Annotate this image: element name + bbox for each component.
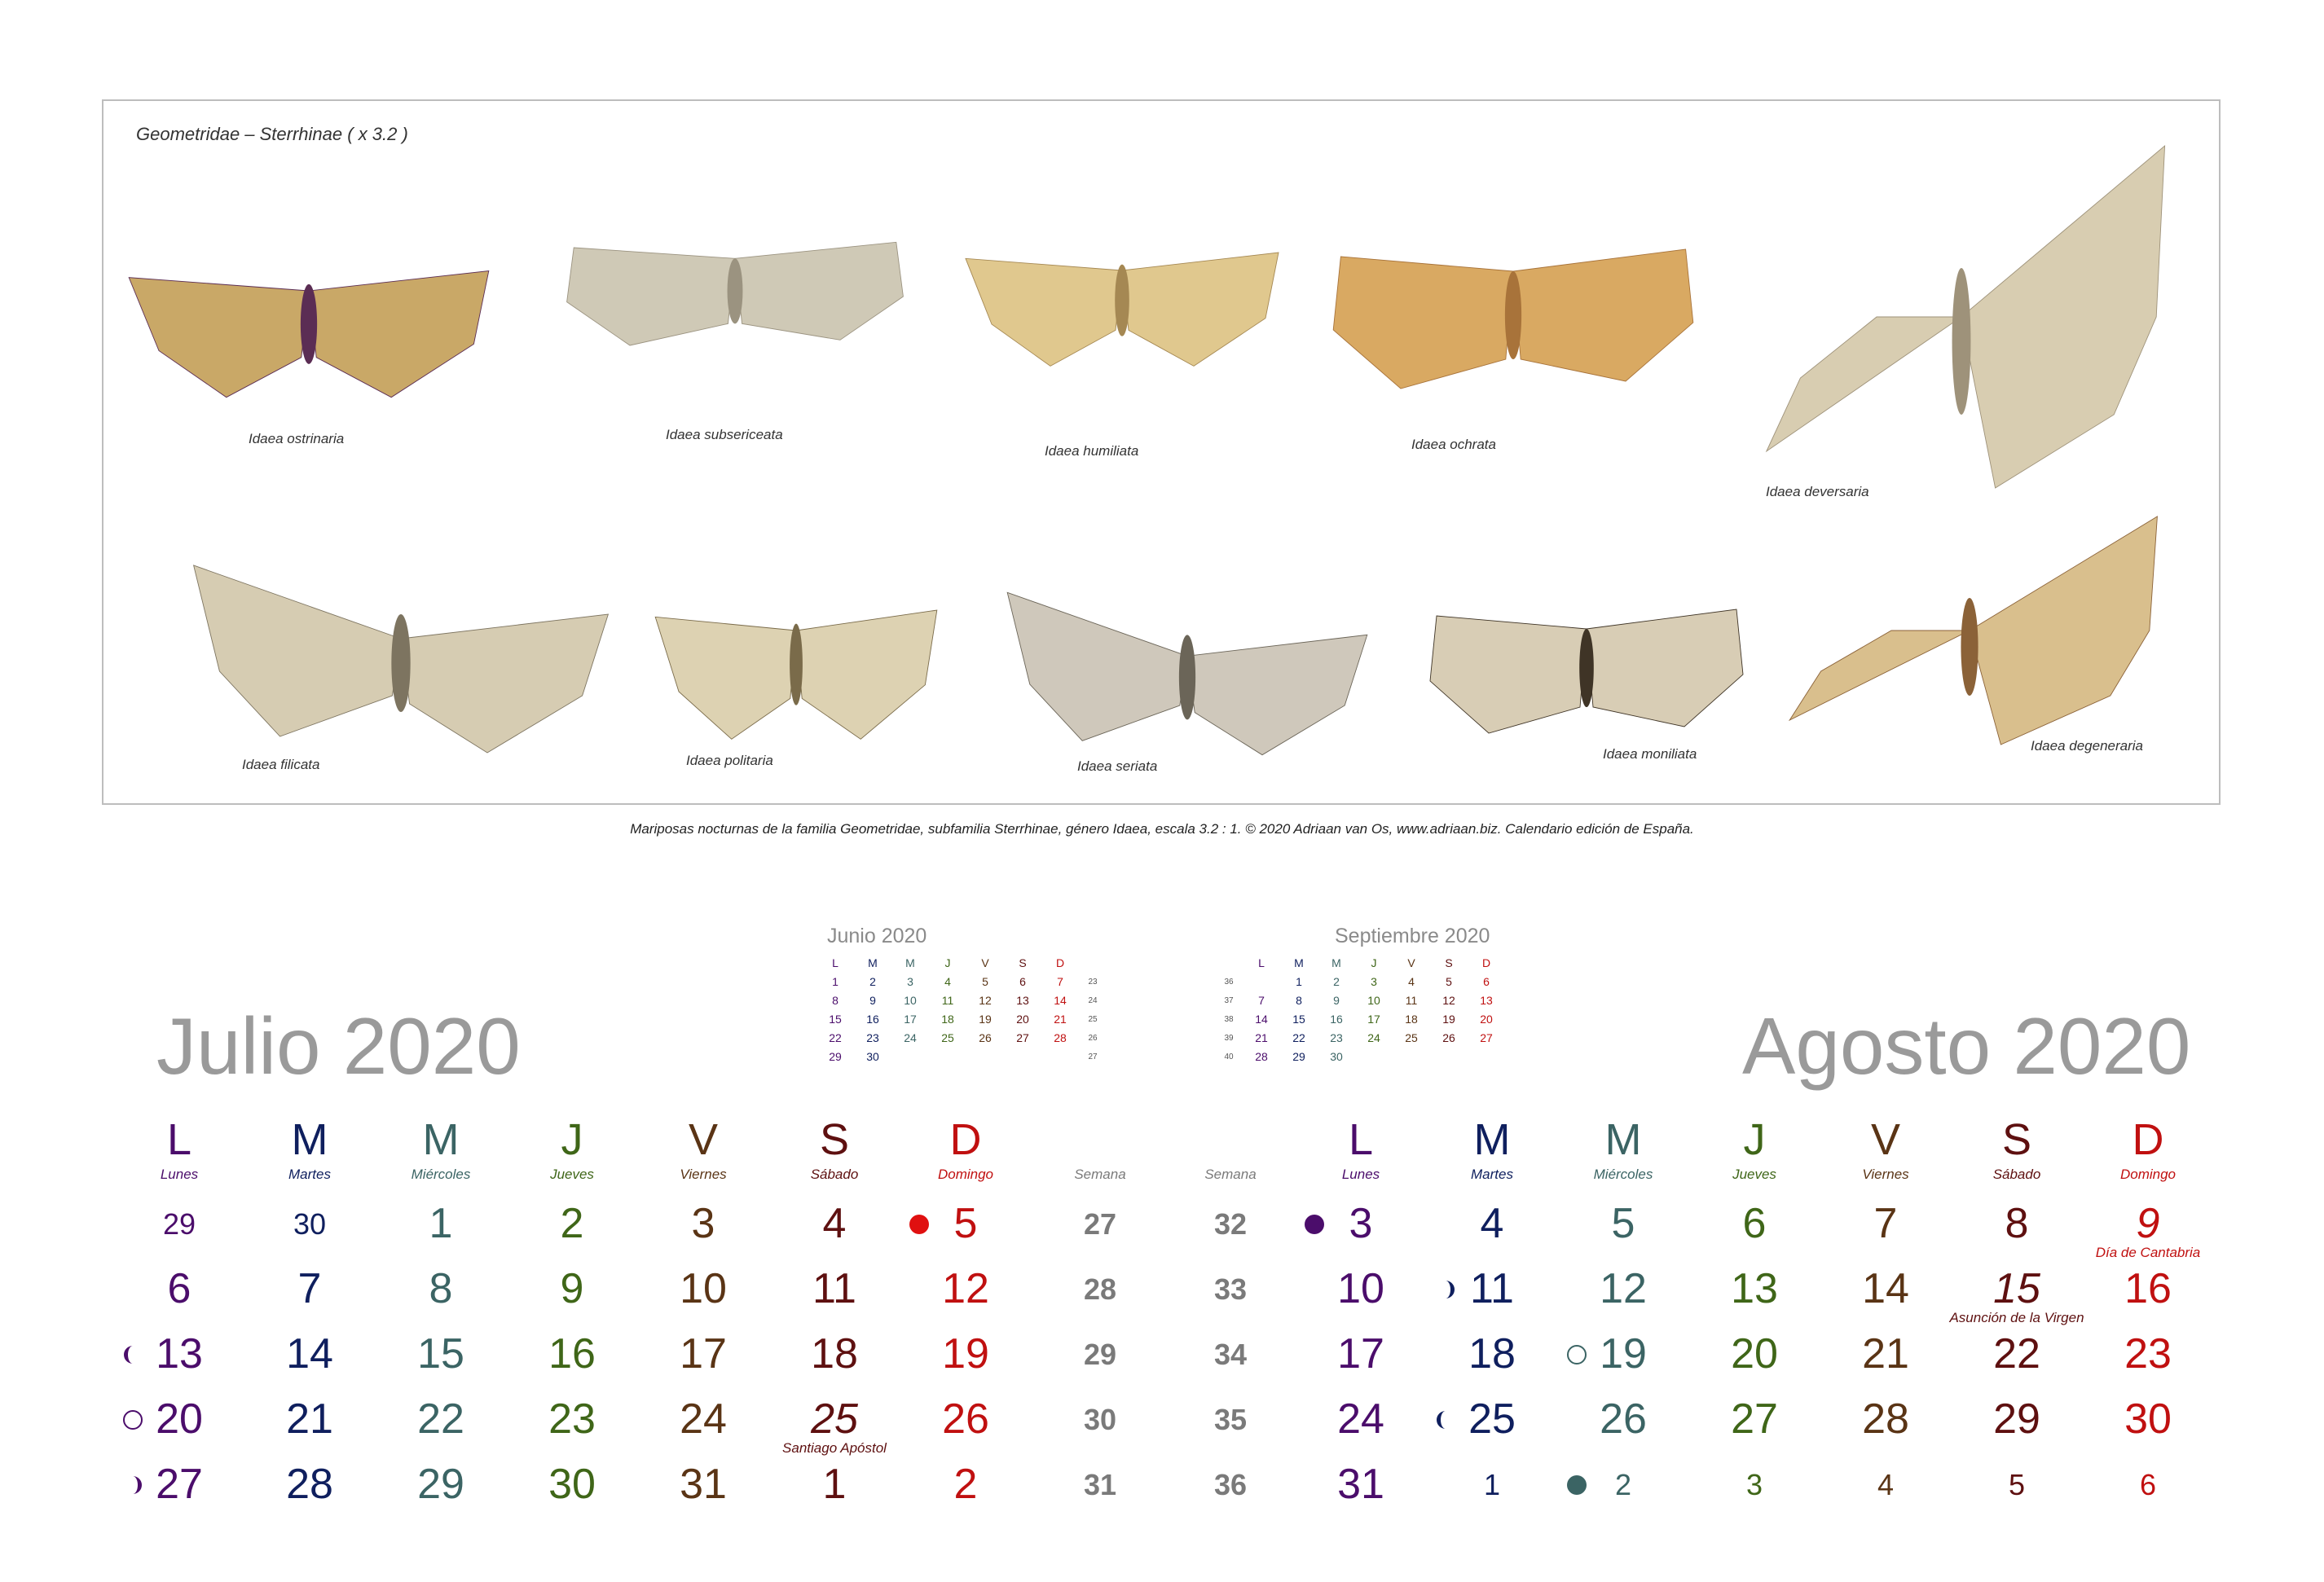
julio-day[interactable]: 17: [680, 1330, 727, 1378]
julio-day[interactable]: 11: [812, 1265, 856, 1312]
septiembre-mini-weekday: L: [1258, 956, 1265, 969]
moth-illustration: [121, 211, 496, 411]
junio-mini-day: 26: [979, 1031, 992, 1044]
julio-weekday-name: Viernes: [680, 1167, 727, 1182]
agosto-day[interactable]: 6: [1742, 1200, 1767, 1247]
septiembre-mini-day: 15: [1292, 1013, 1305, 1026]
julio-week-number: 29: [1083, 1338, 1117, 1371]
junio-mini-day: 19: [979, 1013, 992, 1026]
septiembre-mini-weekday: M: [1294, 956, 1304, 969]
agosto-day[interactable]: 4: [1480, 1200, 1504, 1247]
agosto-week-number: 33: [1213, 1272, 1248, 1306]
moon-phase-icon: [122, 1474, 143, 1496]
septiembre-mini-day: 26: [1442, 1031, 1455, 1044]
agosto-day[interactable]: 28: [1862, 1395, 1909, 1443]
mini-title-septiembre: Septiembre 2020: [1335, 925, 1490, 947]
agosto-day[interactable]: 11: [1470, 1265, 1514, 1312]
moth-wing: [966, 258, 1122, 366]
moon-phase-icon: [1566, 1344, 1587, 1365]
septiembre-mini-day: 5: [1446, 975, 1452, 988]
julio-day[interactable]: 30: [293, 1207, 327, 1241]
junio-mini-day: 4: [944, 975, 951, 988]
julio-day[interactable]: 5: [953, 1200, 978, 1247]
septiembre-mini-day: 22: [1292, 1031, 1305, 1044]
junio-mini-weekday: V: [981, 956, 989, 969]
julio-day[interactable]: 2: [953, 1461, 978, 1508]
septiembre-mini-weekday: V: [1407, 956, 1415, 969]
junio-mini-weekday: L: [832, 956, 838, 969]
moth-image: [1326, 191, 1701, 411]
agosto-day[interactable]: 18: [1468, 1330, 1516, 1378]
moon-phase-icon: [1435, 1409, 1456, 1430]
agosto-week-number: 32: [1213, 1207, 1248, 1241]
julio-week-number: 30: [1083, 1403, 1117, 1436]
septiembre-mini-day: 11: [1405, 994, 1418, 1007]
septiembre-mini-day: 8: [1296, 994, 1302, 1007]
junio-mini-week: 24: [1088, 996, 1098, 1005]
julio-weekday-letter: L: [166, 1115, 192, 1164]
junio-mini-day: 1: [832, 975, 838, 988]
agosto-holiday-name: Día de Cantabria: [2095, 1245, 2201, 1260]
agosto-holiday-name: Asunción de la Virgen: [1949, 1310, 2084, 1325]
agosto-weekday-letter: J: [1743, 1115, 1766, 1164]
septiembre-mini-day: 17: [1367, 1013, 1380, 1026]
agosto-day[interactable]: 19: [1600, 1330, 1647, 1378]
septiembre-mini-week: 38: [1224, 1015, 1234, 1024]
septiembre-mini-day: 29: [1292, 1050, 1305, 1063]
julio-day[interactable]: 23: [548, 1395, 596, 1443]
junio-mini-day: 13: [1016, 994, 1029, 1007]
junio-mini-day: 12: [979, 994, 992, 1007]
julio-week-number: 27: [1083, 1207, 1117, 1241]
julio-day[interactable]: 7: [297, 1265, 322, 1312]
julio-day[interactable]: 16: [548, 1330, 596, 1378]
julio-weekday-name: Domingo: [937, 1167, 994, 1182]
julio-week-label: Semana: [1074, 1167, 1126, 1182]
moth-body: [1579, 629, 1594, 707]
moth-illustration: [649, 549, 943, 753]
julio-holiday-name: Santiago Apóstol: [782, 1440, 887, 1456]
julio-weekday-letter: M: [291, 1115, 328, 1164]
julio-weekday-name: Miércoles: [411, 1167, 471, 1182]
moth-wing: [1333, 257, 1513, 389]
septiembre-mini-weekday: D: [1481, 956, 1491, 969]
julio-day[interactable]: 22: [417, 1395, 464, 1443]
moth-body: [1505, 271, 1521, 359]
junio-mini-week: 26: [1088, 1034, 1098, 1043]
moth-illustration: [1774, 508, 2165, 753]
moth-body: [1179, 635, 1195, 719]
septiembre-mini-week: 40: [1224, 1052, 1234, 1061]
julio-day[interactable]: 10: [680, 1265, 727, 1312]
julio-day[interactable]: 9: [560, 1265, 584, 1312]
moth-wing: [567, 248, 735, 345]
moth-wing: [309, 271, 489, 398]
junio-mini-day: 20: [1016, 1013, 1029, 1026]
junio-mini-day: 27: [1016, 1031, 1029, 1044]
agosto-day[interactable]: 13: [1731, 1265, 1778, 1312]
julio-weekday-letter: V: [688, 1115, 719, 1164]
septiembre-mini-week: 37: [1224, 996, 1234, 1005]
moth-label: Idaea ostrinaria: [249, 431, 345, 446]
agosto-day[interactable]: 30: [2124, 1395, 2172, 1443]
agosto-day[interactable]: 27: [1731, 1395, 1778, 1443]
septiembre-mini-day: 23: [1330, 1031, 1343, 1044]
julio-day[interactable]: 25: [811, 1395, 858, 1443]
moth-image: [1750, 134, 2173, 500]
moth-wing: [1970, 516, 2157, 745]
junio-mini-day: 21: [1054, 1013, 1067, 1026]
moth-image: [1000, 557, 1375, 769]
agosto-day[interactable]: 1: [1483, 1468, 1501, 1501]
moth-body: [301, 284, 317, 364]
junio-mini-day: 28: [1054, 1031, 1067, 1044]
junio-mini-day: 3: [907, 975, 913, 988]
agosto-day[interactable]: 12: [1600, 1265, 1647, 1312]
moth-wing: [1122, 253, 1279, 366]
septiembre-mini-day: 20: [1480, 1013, 1493, 1026]
moth-illustration: [185, 525, 617, 769]
agosto-weekday-name: Martes: [1471, 1167, 1513, 1182]
agosto-day[interactable]: 7: [1873, 1200, 1898, 1247]
moth-illustration: [1000, 557, 1375, 769]
septiembre-mini-day: 9: [1333, 994, 1340, 1007]
septiembre-mini-day: 16: [1330, 1013, 1343, 1026]
agosto-day[interactable]: 23: [2124, 1330, 2172, 1378]
junio-mini-day: 18: [941, 1013, 954, 1026]
panel-title: Geometridae – Sterrhinae ( x 3.2 ): [136, 124, 408, 144]
junio-mini-day: 22: [829, 1031, 842, 1044]
junio-mini-day: 16: [866, 1013, 879, 1026]
julio-day[interactable]: 1: [822, 1461, 847, 1508]
moth-photo-panel: [102, 99, 2221, 805]
moth-label: Idaea politaria: [686, 753, 773, 768]
julio-weekday-name: Jueves: [550, 1167, 594, 1182]
agosto-day[interactable]: 20: [1731, 1330, 1778, 1378]
agosto-weekday-letter: L: [1348, 1115, 1374, 1164]
agosto-weekday-letter: S: [2001, 1115, 2032, 1164]
moth-body: [1952, 268, 1971, 415]
junio-mini-day: 2: [869, 975, 876, 988]
junio-mini-day: 17: [904, 1013, 917, 1026]
month-title-agosto: Agosto 2020: [1742, 1001, 2191, 1091]
julio-day[interactable]: 29: [417, 1461, 464, 1508]
agosto-weekday-letter: M: [1473, 1115, 1511, 1164]
agosto-day[interactable]: 6: [2139, 1468, 2157, 1501]
septiembre-mini-weekday: M: [1331, 956, 1341, 969]
agosto-weekday-name: Viernes: [1862, 1167, 1909, 1182]
septiembre-mini-day: 6: [1483, 975, 1490, 988]
agosto-weekday-name: Domingo: [2119, 1167, 2177, 1182]
junio-mini-day: 11: [941, 994, 954, 1007]
julio-day[interactable]: 30: [548, 1461, 596, 1508]
junio-mini-day: 5: [982, 975, 988, 988]
agosto-day[interactable]: 24: [1337, 1395, 1384, 1443]
moth-body: [728, 258, 743, 323]
septiembre-mini-day: 3: [1371, 975, 1377, 988]
septiembre-mini-day: 13: [1480, 994, 1493, 1007]
julio-day[interactable]: 1: [429, 1200, 453, 1247]
septiembre-mini-weekday: S: [1445, 956, 1453, 969]
agosto-day[interactable]: 9: [2136, 1200, 2160, 1247]
agosto-weekday-letter: M: [1604, 1115, 1642, 1164]
julio-weekday-letter: J: [561, 1115, 583, 1164]
moth-image: [121, 211, 496, 411]
moth-image: [1424, 557, 1750, 753]
moth-illustration: [1326, 191, 1701, 411]
moth-image: [560, 199, 910, 362]
septiembre-mini-day: 12: [1442, 994, 1455, 1007]
agosto-weekday-name: Jueves: [1732, 1167, 1776, 1182]
agosto-day[interactable]: 31: [1337, 1461, 1384, 1508]
julio-day[interactable]: 20: [156, 1395, 203, 1443]
julio-day[interactable]: 31: [680, 1461, 727, 1508]
agosto-day[interactable]: 26: [1600, 1395, 1647, 1443]
septiembre-mini-day: 10: [1367, 994, 1380, 1007]
julio-day[interactable]: 19: [942, 1330, 989, 1378]
septiembre-mini-day: 21: [1255, 1031, 1268, 1044]
moth-wing: [129, 278, 309, 398]
septiembre-mini-day: 28: [1255, 1050, 1268, 1063]
julio-weekday-letter: S: [819, 1115, 850, 1164]
mini-title-junio: Junio 2020: [827, 925, 927, 947]
julio-day[interactable]: 13: [156, 1330, 203, 1378]
moon-phase-icon: [1566, 1474, 1587, 1496]
agosto-day[interactable]: 14: [1862, 1265, 1909, 1312]
julio-weekday-name: Sábado: [810, 1167, 859, 1182]
junio-mini-day: 30: [866, 1050, 879, 1063]
julio-weekday-letter: M: [422, 1115, 460, 1164]
septiembre-mini-day: 19: [1442, 1013, 1455, 1026]
agosto-day[interactable]: 3: [1745, 1468, 1763, 1501]
julio-week-number: 31: [1083, 1468, 1117, 1501]
junio-mini-weekday: J: [944, 956, 951, 969]
junio-mini-week: 25: [1088, 1015, 1098, 1024]
moth-wing: [1767, 317, 1961, 451]
julio-day[interactable]: 8: [429, 1265, 453, 1312]
moth-image: [1774, 508, 2165, 753]
moth-label: Idaea degeneraria: [2031, 738, 2144, 754]
agosto-day[interactable]: 10: [1337, 1265, 1384, 1312]
septiembre-mini-day: 4: [1408, 975, 1415, 988]
junio-mini-day: 25: [941, 1031, 954, 1044]
moth-label: Idaea deversaria: [1766, 484, 1869, 499]
septiembre-mini-day: 25: [1405, 1031, 1418, 1044]
agosto-day[interactable]: 5: [1611, 1200, 1635, 1247]
septiembre-mini-week: 39: [1224, 1034, 1234, 1043]
moth-image: [185, 525, 617, 769]
agosto-day[interactable]: 8: [2005, 1200, 2029, 1247]
moth-label: Idaea filicata: [242, 757, 320, 772]
moth-wing: [735, 242, 903, 340]
septiembre-mini-day: 2: [1333, 975, 1340, 988]
moth-wing: [1961, 146, 2165, 488]
julio-day[interactable]: 3: [691, 1200, 715, 1247]
moon-phase-icon: [122, 1344, 143, 1365]
agosto-day[interactable]: 25: [1468, 1395, 1516, 1443]
moon-phase-icon: [909, 1214, 930, 1235]
moon-phase-icon: [122, 1409, 143, 1430]
agosto-day[interactable]: 5: [2008, 1468, 2026, 1501]
agosto-weekday-name: Sábado: [1992, 1167, 2041, 1182]
septiembre-mini-week: 36: [1224, 978, 1234, 987]
septiembre-mini-day: 7: [1258, 994, 1265, 1007]
junio-mini-day: 14: [1054, 994, 1067, 1007]
moon-phase-icon: [1435, 1279, 1456, 1300]
moth-illustration: [560, 199, 910, 362]
junio-mini-day: 9: [869, 994, 876, 1007]
agosto-day[interactable]: 2: [1614, 1468, 1632, 1501]
agosto-week-number: 34: [1213, 1338, 1248, 1371]
junio-mini-day: 24: [904, 1031, 917, 1044]
julio-day[interactable]: 29: [162, 1207, 196, 1241]
julio-day[interactable]: 14: [286, 1330, 333, 1378]
septiembre-mini-day: 14: [1255, 1013, 1268, 1026]
moth-illustration: [959, 199, 1285, 378]
agosto-week-number: 36: [1213, 1468, 1248, 1501]
moth-label: Idaea ochrata: [1411, 437, 1496, 452]
julio-weekday-name: Martes: [288, 1167, 331, 1182]
junio-mini-weekday: D: [1055, 956, 1065, 969]
moth-label: Idaea seriata: [1077, 758, 1158, 774]
agosto-day[interactable]: 3: [1349, 1200, 1373, 1247]
julio-day[interactable]: 24: [680, 1395, 727, 1443]
moth-body: [391, 614, 410, 712]
junio-mini-day: 8: [832, 994, 838, 1007]
moth-wing: [655, 617, 796, 739]
moth-label: Idaea humiliata: [1045, 443, 1139, 459]
septiembre-mini-day: 1: [1296, 975, 1302, 988]
junio-mini-weekday: S: [1019, 956, 1027, 969]
agosto-week-label: Semana: [1204, 1167, 1257, 1182]
moth-illustration: [1750, 134, 2173, 500]
moth-wing: [1513, 249, 1693, 381]
moth-wing: [194, 565, 401, 736]
junio-mini-day: 15: [829, 1013, 842, 1026]
moth-image: [649, 549, 943, 753]
junio-mini-week: 23: [1088, 978, 1098, 987]
julio-day[interactable]: 26: [942, 1395, 989, 1443]
julio-day[interactable]: 21: [286, 1395, 333, 1443]
julio-day[interactable]: 18: [811, 1330, 858, 1378]
agosto-weekday-letter: D: [2132, 1115, 2164, 1164]
agosto-weekday-name: Lunes: [1341, 1167, 1380, 1182]
junio-mini-weekday: M: [868, 956, 878, 969]
junio-mini-day: 6: [1019, 975, 1026, 988]
moth-wing: [1187, 635, 1367, 754]
photo-caption: Mariposas nocturnas de la familia Geometridae, subfamilia Sterrhinae, género Idaea, escala 3.2 : 1. © 2020 Adriaan van Os, www.adriaan.biz. Calendario edición de España.: [630, 821, 1694, 837]
month-title-julio: Julio 2020: [156, 1001, 521, 1091]
junio-mini-day: 29: [829, 1050, 842, 1063]
agosto-day[interactable]: 16: [2124, 1265, 2172, 1312]
julio-day[interactable]: 28: [286, 1461, 333, 1508]
moon-phase-icon: [1304, 1214, 1325, 1235]
agosto-week-number: 35: [1213, 1403, 1248, 1436]
agosto-weekday-letter: V: [1870, 1115, 1901, 1164]
agosto-day[interactable]: 15: [1993, 1265, 2040, 1312]
septiembre-mini-day: 18: [1405, 1013, 1418, 1026]
junio-mini-day: 23: [866, 1031, 879, 1044]
julio-weekday-name: Lunes: [160, 1167, 199, 1182]
moth-label: Idaea subsericeata: [666, 427, 783, 442]
julio-day[interactable]: 2: [560, 1200, 584, 1247]
moth-illustration: [1424, 557, 1750, 753]
junio-mini-week: 27: [1088, 1052, 1098, 1061]
moth-wing: [796, 610, 937, 739]
julio-day[interactable]: 6: [167, 1265, 191, 1312]
julio-day[interactable]: 27: [156, 1461, 203, 1508]
julio-week-number: 28: [1083, 1272, 1117, 1306]
moth-wing: [1789, 631, 1970, 720]
moth-body: [790, 624, 803, 705]
moth-body: [1961, 598, 1978, 696]
julio-day[interactable]: 4: [822, 1200, 847, 1247]
moth-wing: [1587, 609, 1743, 727]
julio-weekday-letter: D: [949, 1115, 982, 1164]
agosto-day[interactable]: 29: [1993, 1395, 2040, 1443]
moth-wing: [1430, 616, 1587, 733]
julio-day[interactable]: 15: [417, 1330, 464, 1378]
moth-image: [959, 199, 1285, 378]
septiembre-mini-day: 27: [1480, 1031, 1493, 1044]
agosto-weekday-name: Miércoles: [1593, 1167, 1653, 1182]
moth-body: [1115, 265, 1129, 336]
agosto-day[interactable]: 4: [1877, 1468, 1895, 1501]
agosto-day[interactable]: 17: [1337, 1330, 1384, 1378]
junio-mini-day: 10: [904, 994, 917, 1007]
moth-wing: [401, 614, 608, 753]
moth-wing: [1007, 592, 1187, 740]
septiembre-mini-day: 24: [1367, 1031, 1380, 1044]
septiembre-mini-day: 30: [1330, 1050, 1343, 1063]
junio-mini-weekday: M: [905, 956, 915, 969]
moth-label: Idaea moniliata: [1603, 746, 1697, 762]
septiembre-mini-weekday: J: [1371, 956, 1377, 969]
agosto-day[interactable]: 21: [1862, 1330, 1909, 1378]
junio-mini-day: 7: [1057, 975, 1063, 988]
agosto-day[interactable]: 22: [1993, 1330, 2040, 1378]
julio-day[interactable]: 12: [942, 1265, 989, 1312]
